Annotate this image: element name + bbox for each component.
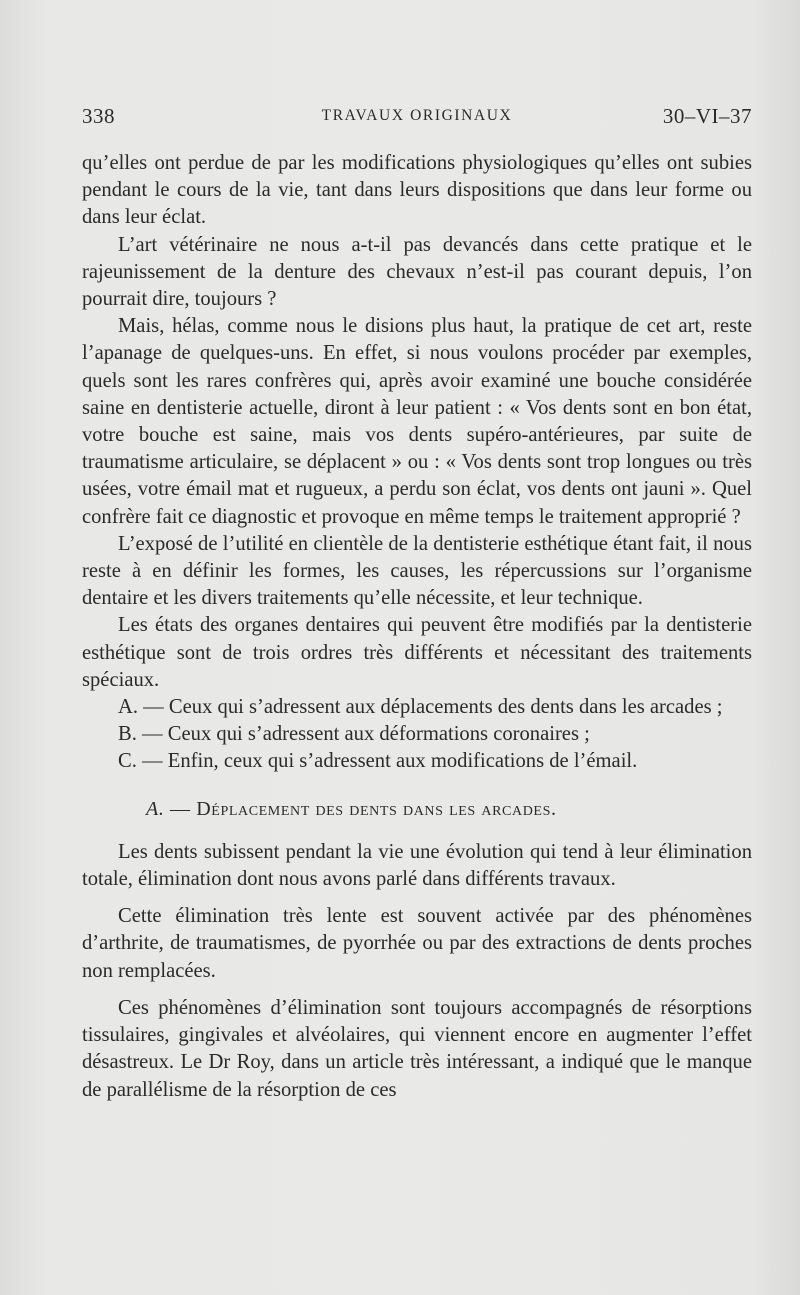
list-item: A. — Ceux qui s’adressent aux déplacements des dents dans les arcades ; (118, 696, 723, 719)
section-title: Déplacement des dents dans les arcades. (196, 797, 557, 820)
paragraph: Ces phénomènes d’élimination sont toujours accompagnés de résorptions tissulaires, gingivales et alvéolaires, qui viennent encore en augmenter l’effet désastreux. Le Dr Roy, dans un article très intéressant, a indiqué que le manque de parallélisme de la résorption de ces (82, 996, 752, 1101)
paragraph: Mais, hélas, comme nous le disions plus haut, la pratique de cet art, reste l’apanage de quelques-uns. En effet, si nous voulons procéder par exemples, quels sont les rares confrères qui, après avoir examiné une bouche considérée saine en dentisterie actuelle, diront à leur patient : « Vos dents sont en bon état, votre bouche est saine, mais vos dents supéro-antérieures, par suite de traumatisme articulaire, se déplacent » ou : « Vos dents sont trop longues ou très usées, votre émail mat et rugueux, a perdu son éclat, vos dents ont jauni ». Quel confrère fait ce diagnostic et provoque en même temps le traitement approprié ? (82, 315, 752, 528)
section-letter: A. (146, 797, 165, 820)
article-body (82, 150, 752, 1104)
paragraph: Les dents subissent pendant la vie une évolution qui tend à leur élimination totale, élimination dont nous avons parlé dans différents travaux. (82, 840, 752, 891)
running-header (82, 104, 752, 134)
list-item: B. — Ceux qui s’adressent aux déformations coronaires ; (118, 723, 590, 746)
paragraph: qu’elles ont perdue de par les modifications physiologiques qu’elles ont subies pendant le cours de la vie, tant dans leurs dispositions que dans leur forme ou dans leur éclat. (82, 152, 752, 229)
section-dash: — (170, 797, 191, 820)
issue-date: 30–VI–37 (662, 104, 752, 128)
section-heading (82, 796, 752, 823)
paragraph: L’exposé de l’utilité en clientèle de la dentisterie esthétique étant fait, il nous reste à en définir les formes, les causes, les répercussions sur l’organisme dentaire et les divers traitements qu’elle nécessite, et leur technique. (82, 532, 752, 610)
paragraph: Les états des organes dentaires qui peuvent être modifiés par la dentisterie esthétique sont de trois ordres très différents et nécessitant des traitements spéciaux. (82, 614, 752, 691)
paragraph: Cette élimination très lente est souvent activée par des phénomènes d’arthrite, de traumatismes, de pyorrhée ou par des extractions de dents proches non remplacées. (82, 905, 752, 982)
list-item: C. — Enfin, ceux qui s’adressent aux modifications de l’émail. (118, 750, 638, 773)
paragraph: L’art vétérinaire ne nous a-t-il pas devancés dans cette pratique et le rajeunissement de la denture des chevaux n’est-il pas courant depuis, l’on pourrait dire, toujours ? (82, 233, 752, 311)
running-title: TRAVAUX ORIGINAUX (321, 107, 513, 124)
page-number: 338 (82, 104, 115, 128)
